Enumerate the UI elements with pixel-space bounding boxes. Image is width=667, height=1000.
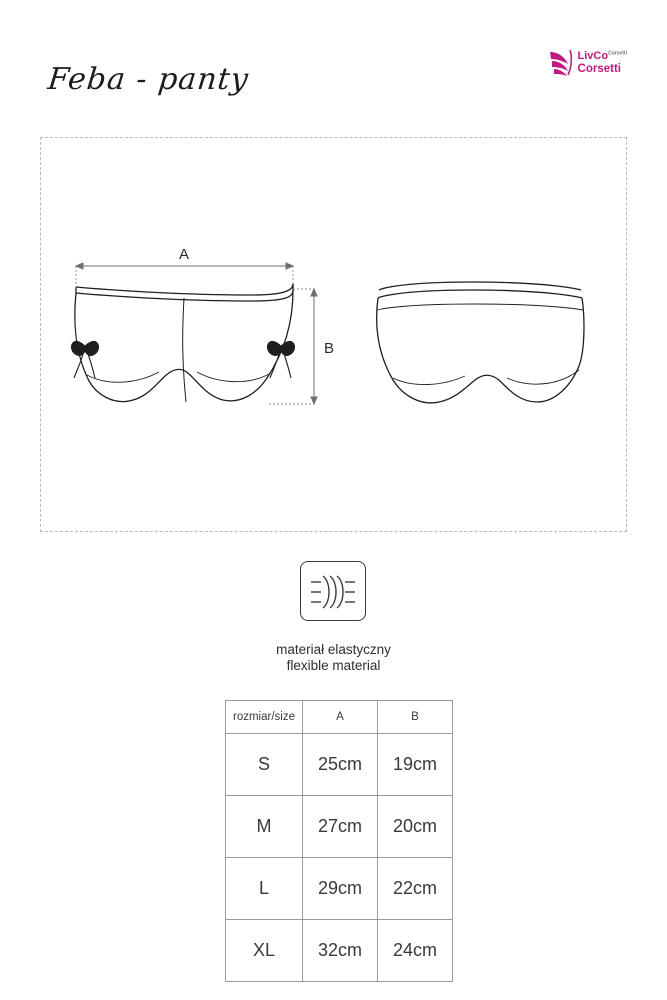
table-row — [226, 858, 453, 920]
cell-b: 24cm — [378, 920, 453, 982]
material-caption-pl: materiał elastyczny — [276, 642, 391, 657]
cell-b: 22cm — [378, 858, 453, 920]
cell-b: 20cm — [378, 796, 453, 858]
brand-name-line1 — [578, 51, 627, 63]
size-table — [225, 700, 453, 982]
brand-name-superscript: Corsetti — [608, 50, 627, 57]
cell-size: M — [226, 796, 303, 858]
panty-back-technical-drawing — [377, 282, 584, 403]
page-title: Feba - panty — [46, 62, 251, 97]
header-size: rozmiar/size — [226, 701, 303, 734]
brand-name-primary: LivCo — [577, 50, 609, 63]
cell-b: 19cm — [378, 734, 453, 796]
cell-size: L — [226, 858, 303, 920]
elastic-material-icon — [300, 561, 366, 621]
cell-size: XL — [226, 920, 303, 982]
cell-a: 29cm — [303, 858, 378, 920]
panty-front-technical-drawing — [75, 284, 293, 402]
material-caption-en: flexible material — [286, 658, 381, 673]
dimension-a-label: A — [178, 246, 190, 263]
dimension-b-label: B — [323, 340, 335, 357]
header-b: B — [378, 701, 453, 734]
technical-drawings — [41, 138, 626, 531]
right-bow-decoration — [267, 341, 294, 378]
table-row — [226, 920, 453, 982]
wing-logo-icon — [548, 48, 574, 78]
cell-a: 32cm — [303, 920, 378, 982]
dimension-a — [76, 263, 293, 288]
table-row — [226, 796, 453, 858]
header-a: A — [303, 701, 378, 734]
brand-name-line2: Corsetti — [577, 62, 621, 75]
table-row — [226, 734, 453, 796]
technical-drawing-frame — [40, 137, 627, 532]
material-caption — [0, 642, 667, 674]
cell-a: 27cm — [303, 796, 378, 858]
cell-size: S — [226, 734, 303, 796]
table-header-row — [226, 701, 453, 734]
brand-logo — [537, 44, 627, 82]
cell-a: 25cm — [303, 734, 378, 796]
